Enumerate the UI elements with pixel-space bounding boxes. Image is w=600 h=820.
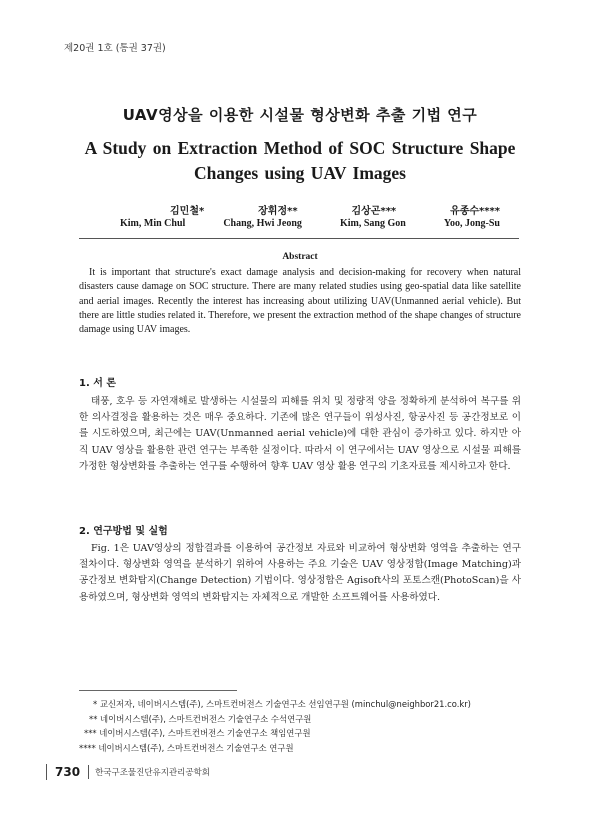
section-1-heading: 1. 서 론: [79, 378, 117, 389]
footer-bar: [46, 764, 47, 780]
author-en-4: Yoo, Jong-Su: [443, 218, 500, 229]
section-2-heading: 2. 연구방법 및 실험: [79, 526, 168, 537]
author-en-1: Kim, Min Chul: [120, 218, 186, 229]
page-footer: [46, 764, 210, 780]
authors-korean: [100, 202, 500, 217]
footnotes: [79, 697, 529, 755]
author-ko-4: 유종수****: [450, 206, 500, 217]
running-header: 제20권 1호 (통권 37권): [64, 43, 166, 54]
footnote-1: * 교신저자, 네이버시스템(주), 스마트컨버전스 기술연구소 선임연구원 (minchul@neighbor21.co.kr): [93, 699, 471, 709]
footnote-divider: [79, 690, 237, 691]
journal-name: 한국구조물진단유지관리공학회: [95, 768, 211, 778]
title-korean: UAV영상을 이용한 시설물 형상변화 추출 기법 연구: [122, 106, 478, 124]
abstract-text: It is important that structure's exact damage analysis and decision-making for recovery when natural disasters cause damage on SOC structure. There are many related studies using geo-spatial data like satellite and aerial images. Recently the interest has increasing about utilizing UAV(Unmanned aerial vehicle). But there are little studies related it. Therefore, we present the extraction method of the shape changes of structure damage using UAV images.: [79, 267, 521, 336]
author-ko-2: 장휘정**: [258, 206, 298, 217]
footnote-3: *** 네이버시스템(주), 스마트컨버전스 기술연구소 책임연구원: [84, 728, 311, 738]
author-ko-3: 김상곤***: [351, 206, 397, 217]
author-ko-1: 김민철*: [170, 206, 205, 217]
page-number: 730: [55, 765, 81, 779]
section-2-text: Fig. 1은 UAV영상의 정합결과를 이용하여 공간정보 자료와 비교하여 형상변화 영역을 추출하는 연구 절차이다. 형상변화 영역을 분석하기 위하여 사용하는 주요 기술은 UAV 영상정합(Image Matching)과 공간정보 변화탐지(Change Detection) 기법이다. 영상정합은 Agisoft사의 포토스캔(PhotoScan)을 사용하였으며, 형상변화 영역의 변화탐지는 자체적으로 개발한 소프트웨어를 사용하였다.: [79, 543, 521, 603]
header-divider: [79, 238, 519, 239]
author-en-3: Kim, Sang Gon: [339, 218, 406, 229]
abstract-heading: Abstract: [282, 252, 318, 262]
footer-divider: [88, 765, 89, 779]
author-en-2: Chang, Hwi Jeong: [223, 218, 302, 229]
section-1-text: 태풍, 호우 등 자연재해로 발생하는 시설물의 피해를 위치 및 정량적 양을 정확하게 분석하여 복구를 위한 의사결정을 활용하는 것은 매우 중요하다. 기존에 많은 연구들이 위성사진, 항공사진 등 공간정보로 이를 시도하였으며, 최근에는 UAV(Unmanned aerial vehicle)에 대한 관심이 증가하고 있다. 하지만 아직 UAV 영상을 활용한 관련 연구는 부족한 실정이다. 따라서 이 연구에서는 UAV 영상으로 시설물 피해를 가정한 형상변화를 추출하는 연구를 수행하여 향후 UAV 영상 활용 연구의 기초자료를 제시하고자 한다.: [79, 396, 521, 472]
footnote-4: **** 네이버시스템(주), 스마트컨버전스 기술연구소 연구원: [79, 742, 294, 753]
title-english: A Study on Extraction Method of SOC Structure Shape Changes using UAV Images: [84, 138, 516, 183]
footnote-2: ** 네이버시스템(주), 스마트컨버전스 기술연구소 수석연구원: [89, 713, 312, 724]
authors-english: [100, 218, 500, 229]
